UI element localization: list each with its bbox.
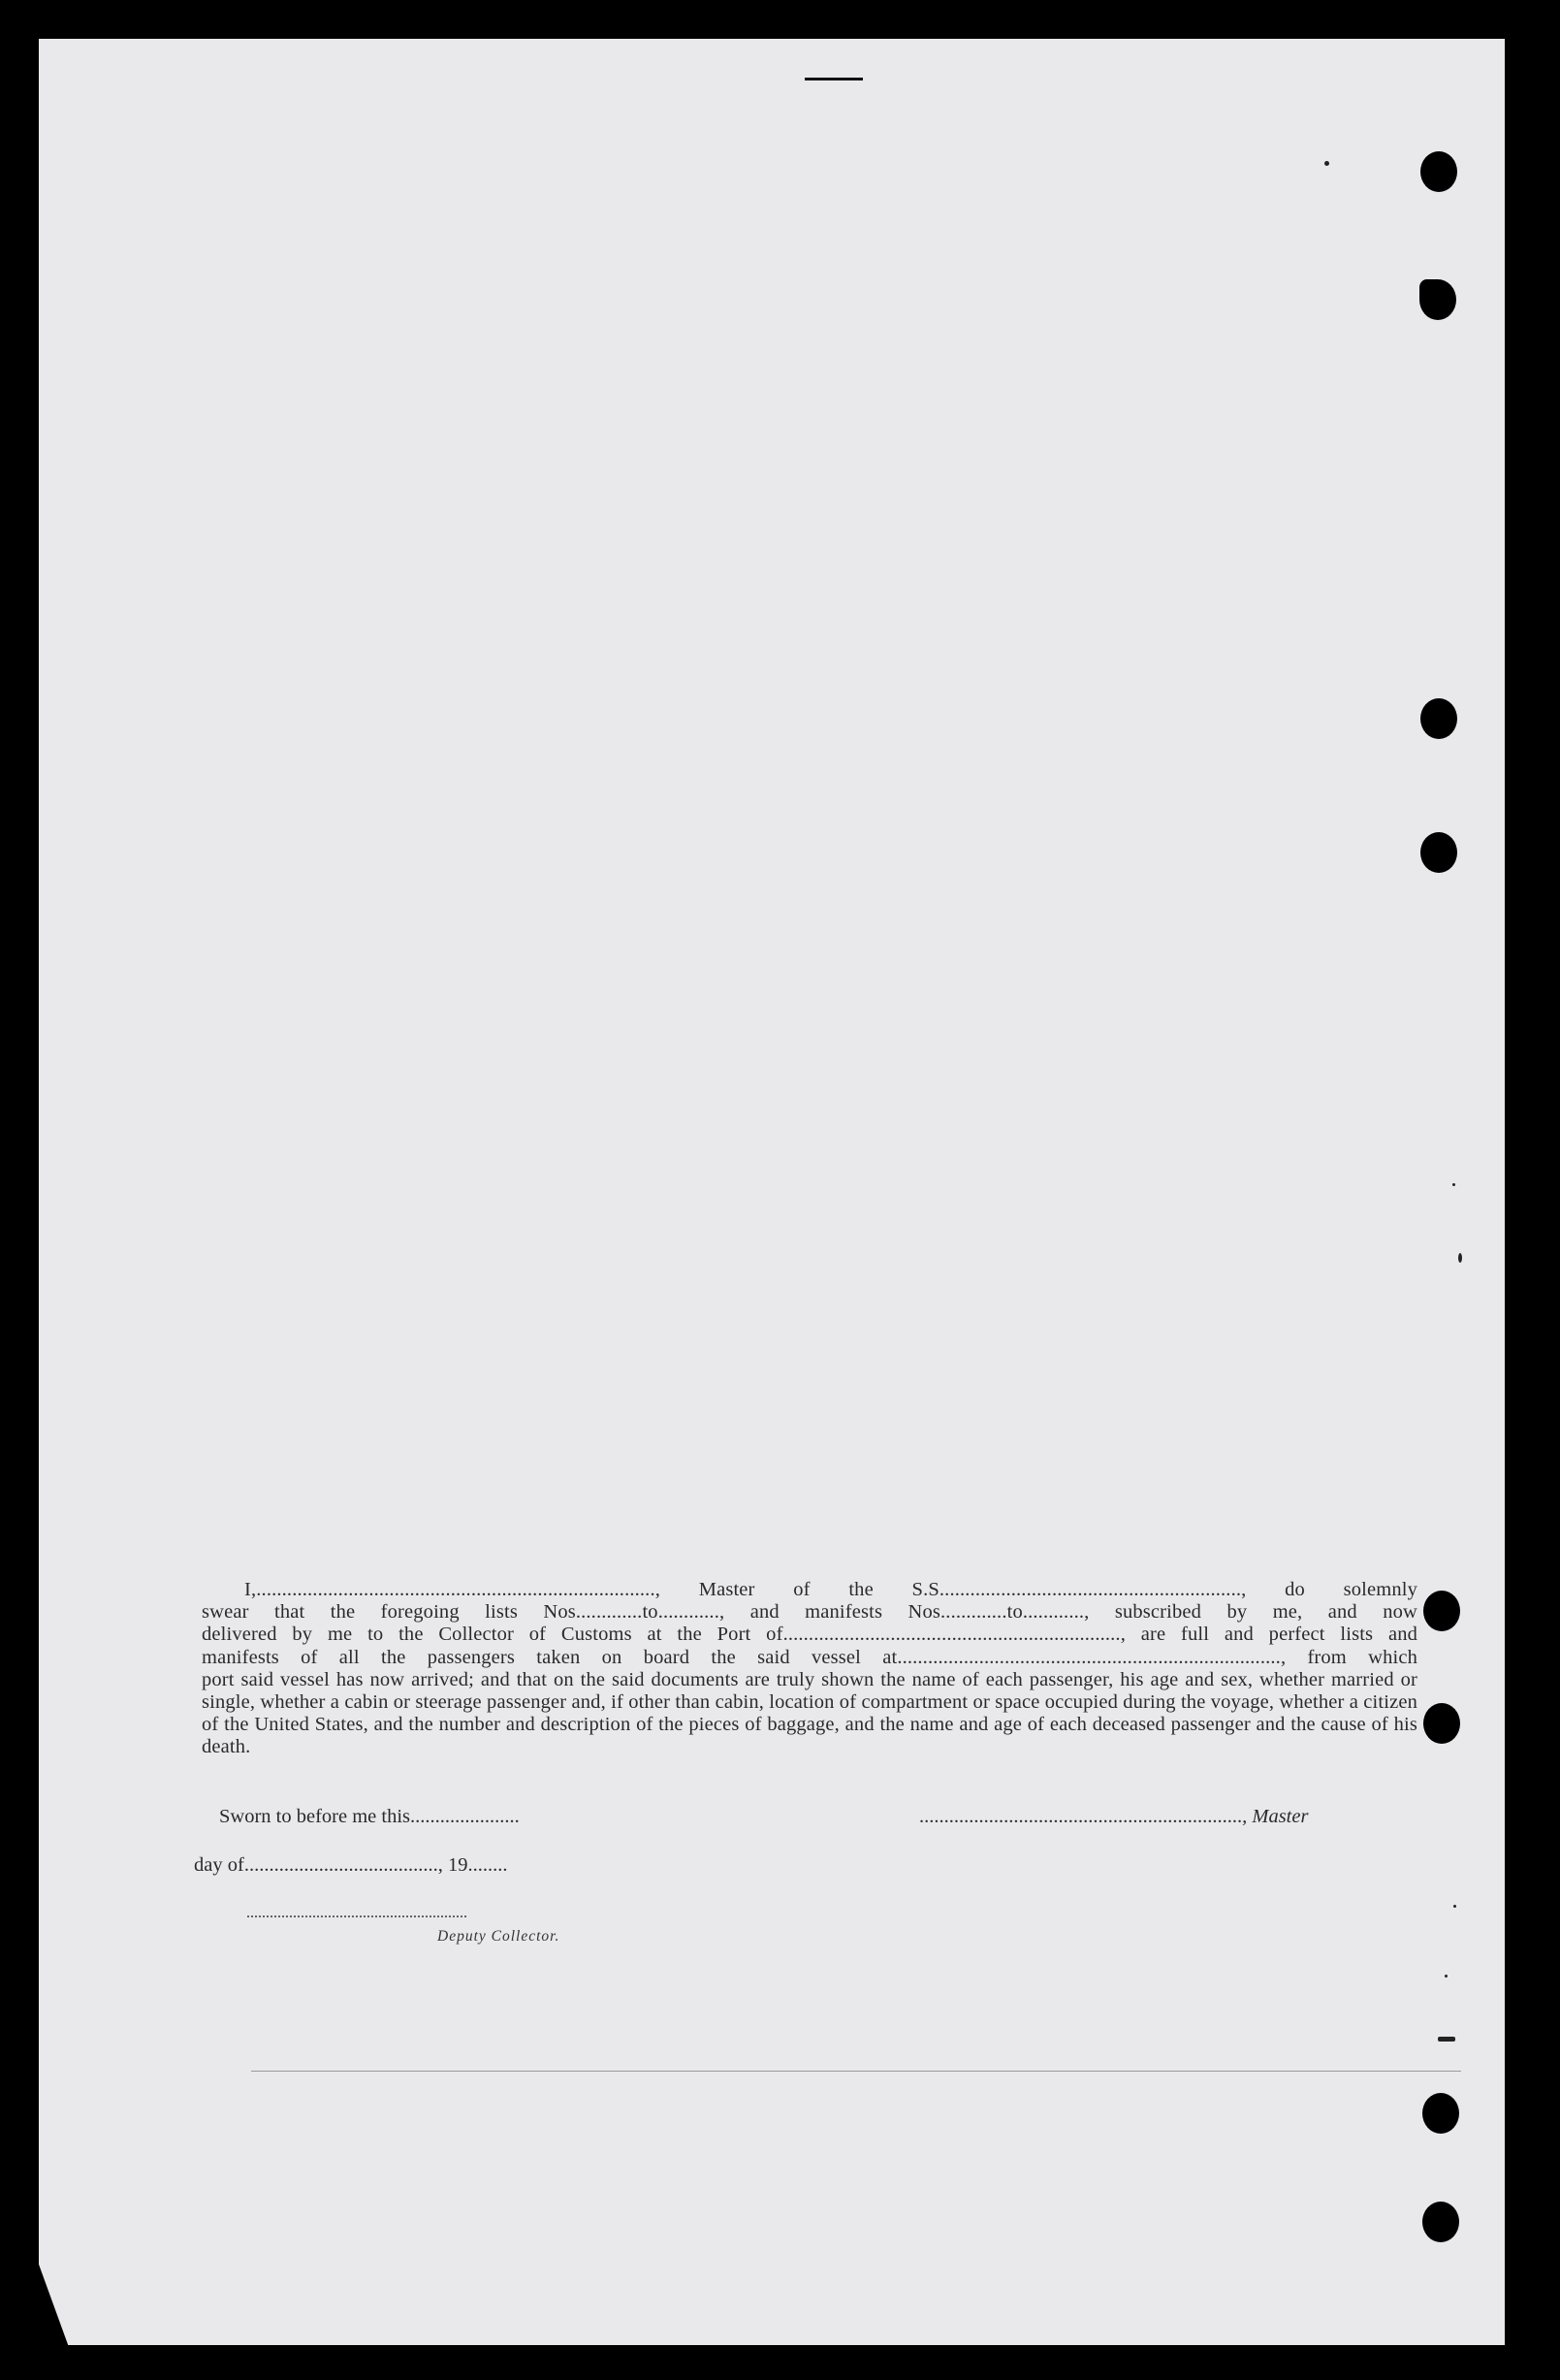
oath-text: to (1006, 1601, 1023, 1624)
day-blank: ....................................... (243, 1854, 438, 1876)
list-to-blank: ............ (657, 1601, 719, 1624)
departure-port-blank: ........................................................................... (897, 1646, 1281, 1668)
oath-text: , and manifests Nos (719, 1601, 941, 1624)
master-name-blank: .............................................................................. (256, 1579, 655, 1600)
ink-speck (1453, 1905, 1456, 1908)
document-page (39, 39, 1505, 2345)
oath-line-2 (202, 1601, 1417, 1624)
manifest-from-blank: ............. (940, 1601, 1007, 1624)
oath-text: I, (244, 1579, 257, 1600)
ink-speck (1324, 161, 1329, 166)
binder-hole (1420, 832, 1457, 873)
ink-speck (1445, 1975, 1448, 1978)
oath-text: , subscribed by me, and now (1084, 1601, 1417, 1624)
master-label: , Master (1242, 1806, 1309, 1827)
oath-text: , are full and perfect lists and (1120, 1624, 1417, 1646)
sworn-line (219, 1806, 520, 1828)
master-signature-line (919, 1806, 1308, 1828)
binder-hole (1423, 1591, 1460, 1631)
oath-text: , do solemnly (1241, 1579, 1417, 1600)
binder-hole (1420, 151, 1457, 192)
ink-speck (1452, 1183, 1455, 1186)
year-label: , 19 (437, 1854, 468, 1876)
oath-text: to (642, 1601, 658, 1624)
sworn-label: Sworn to before me this (219, 1806, 410, 1827)
ink-speck (1458, 1253, 1462, 1263)
oath-text: manifests of all the passengers taken on board the said vessel at (202, 1646, 898, 1668)
oath-text: swear that the foregoing lists Nos (202, 1601, 576, 1624)
binder-hole (1420, 698, 1457, 739)
day-label: day of (194, 1854, 244, 1876)
ink-speck (1438, 2037, 1455, 2042)
list-from-blank: ............. (575, 1601, 643, 1624)
port-blank: .................................................................. (782, 1624, 1121, 1646)
oath-text: , Master of the S.S. (654, 1579, 945, 1600)
day-line (194, 1854, 507, 1877)
oath-body-text: port said vessel has now arrived; and that on the said documents are truly shown the name of each passenger, his age and sex, whether married or single, whether a cabin or steerage passenger and, if other than cabin, location of compartment or space occupied during the voyage, whether a citizen of the United States, and the number and description of the pieces of baggage, and the name and age of each deceased passenger and the cause of his death. (202, 1668, 1417, 1758)
deputy-signature-blank: ......................................................... (246, 1905, 467, 1921)
oath-text: delivered by me to the Collector of Customs at the Port of (202, 1624, 783, 1646)
master-oath-paragraph (202, 1579, 1417, 1759)
binder-hole (1419, 279, 1456, 320)
vessel-name-blank: .......................................................... (944, 1579, 1242, 1600)
binder-hole (1422, 2093, 1459, 2134)
horizontal-rule (251, 2071, 1461, 2072)
top-edge-mark (805, 78, 863, 80)
sworn-date-blank: ...................... (410, 1806, 520, 1827)
oath-text: , from which (1280, 1646, 1418, 1668)
oath-line-3 (202, 1624, 1417, 1646)
oath-line-4 (202, 1647, 1417, 1669)
year-blank: ........ (467, 1854, 508, 1876)
master-signature-blank: ................................................................. (919, 1806, 1243, 1827)
binder-hole (1423, 1703, 1460, 1744)
oath-line-1 (202, 1579, 1417, 1601)
binder-hole (1422, 2202, 1459, 2242)
deputy-collector-label: Deputy Collector. (437, 1928, 560, 1945)
manifest-to-blank: ............ (1022, 1601, 1085, 1624)
